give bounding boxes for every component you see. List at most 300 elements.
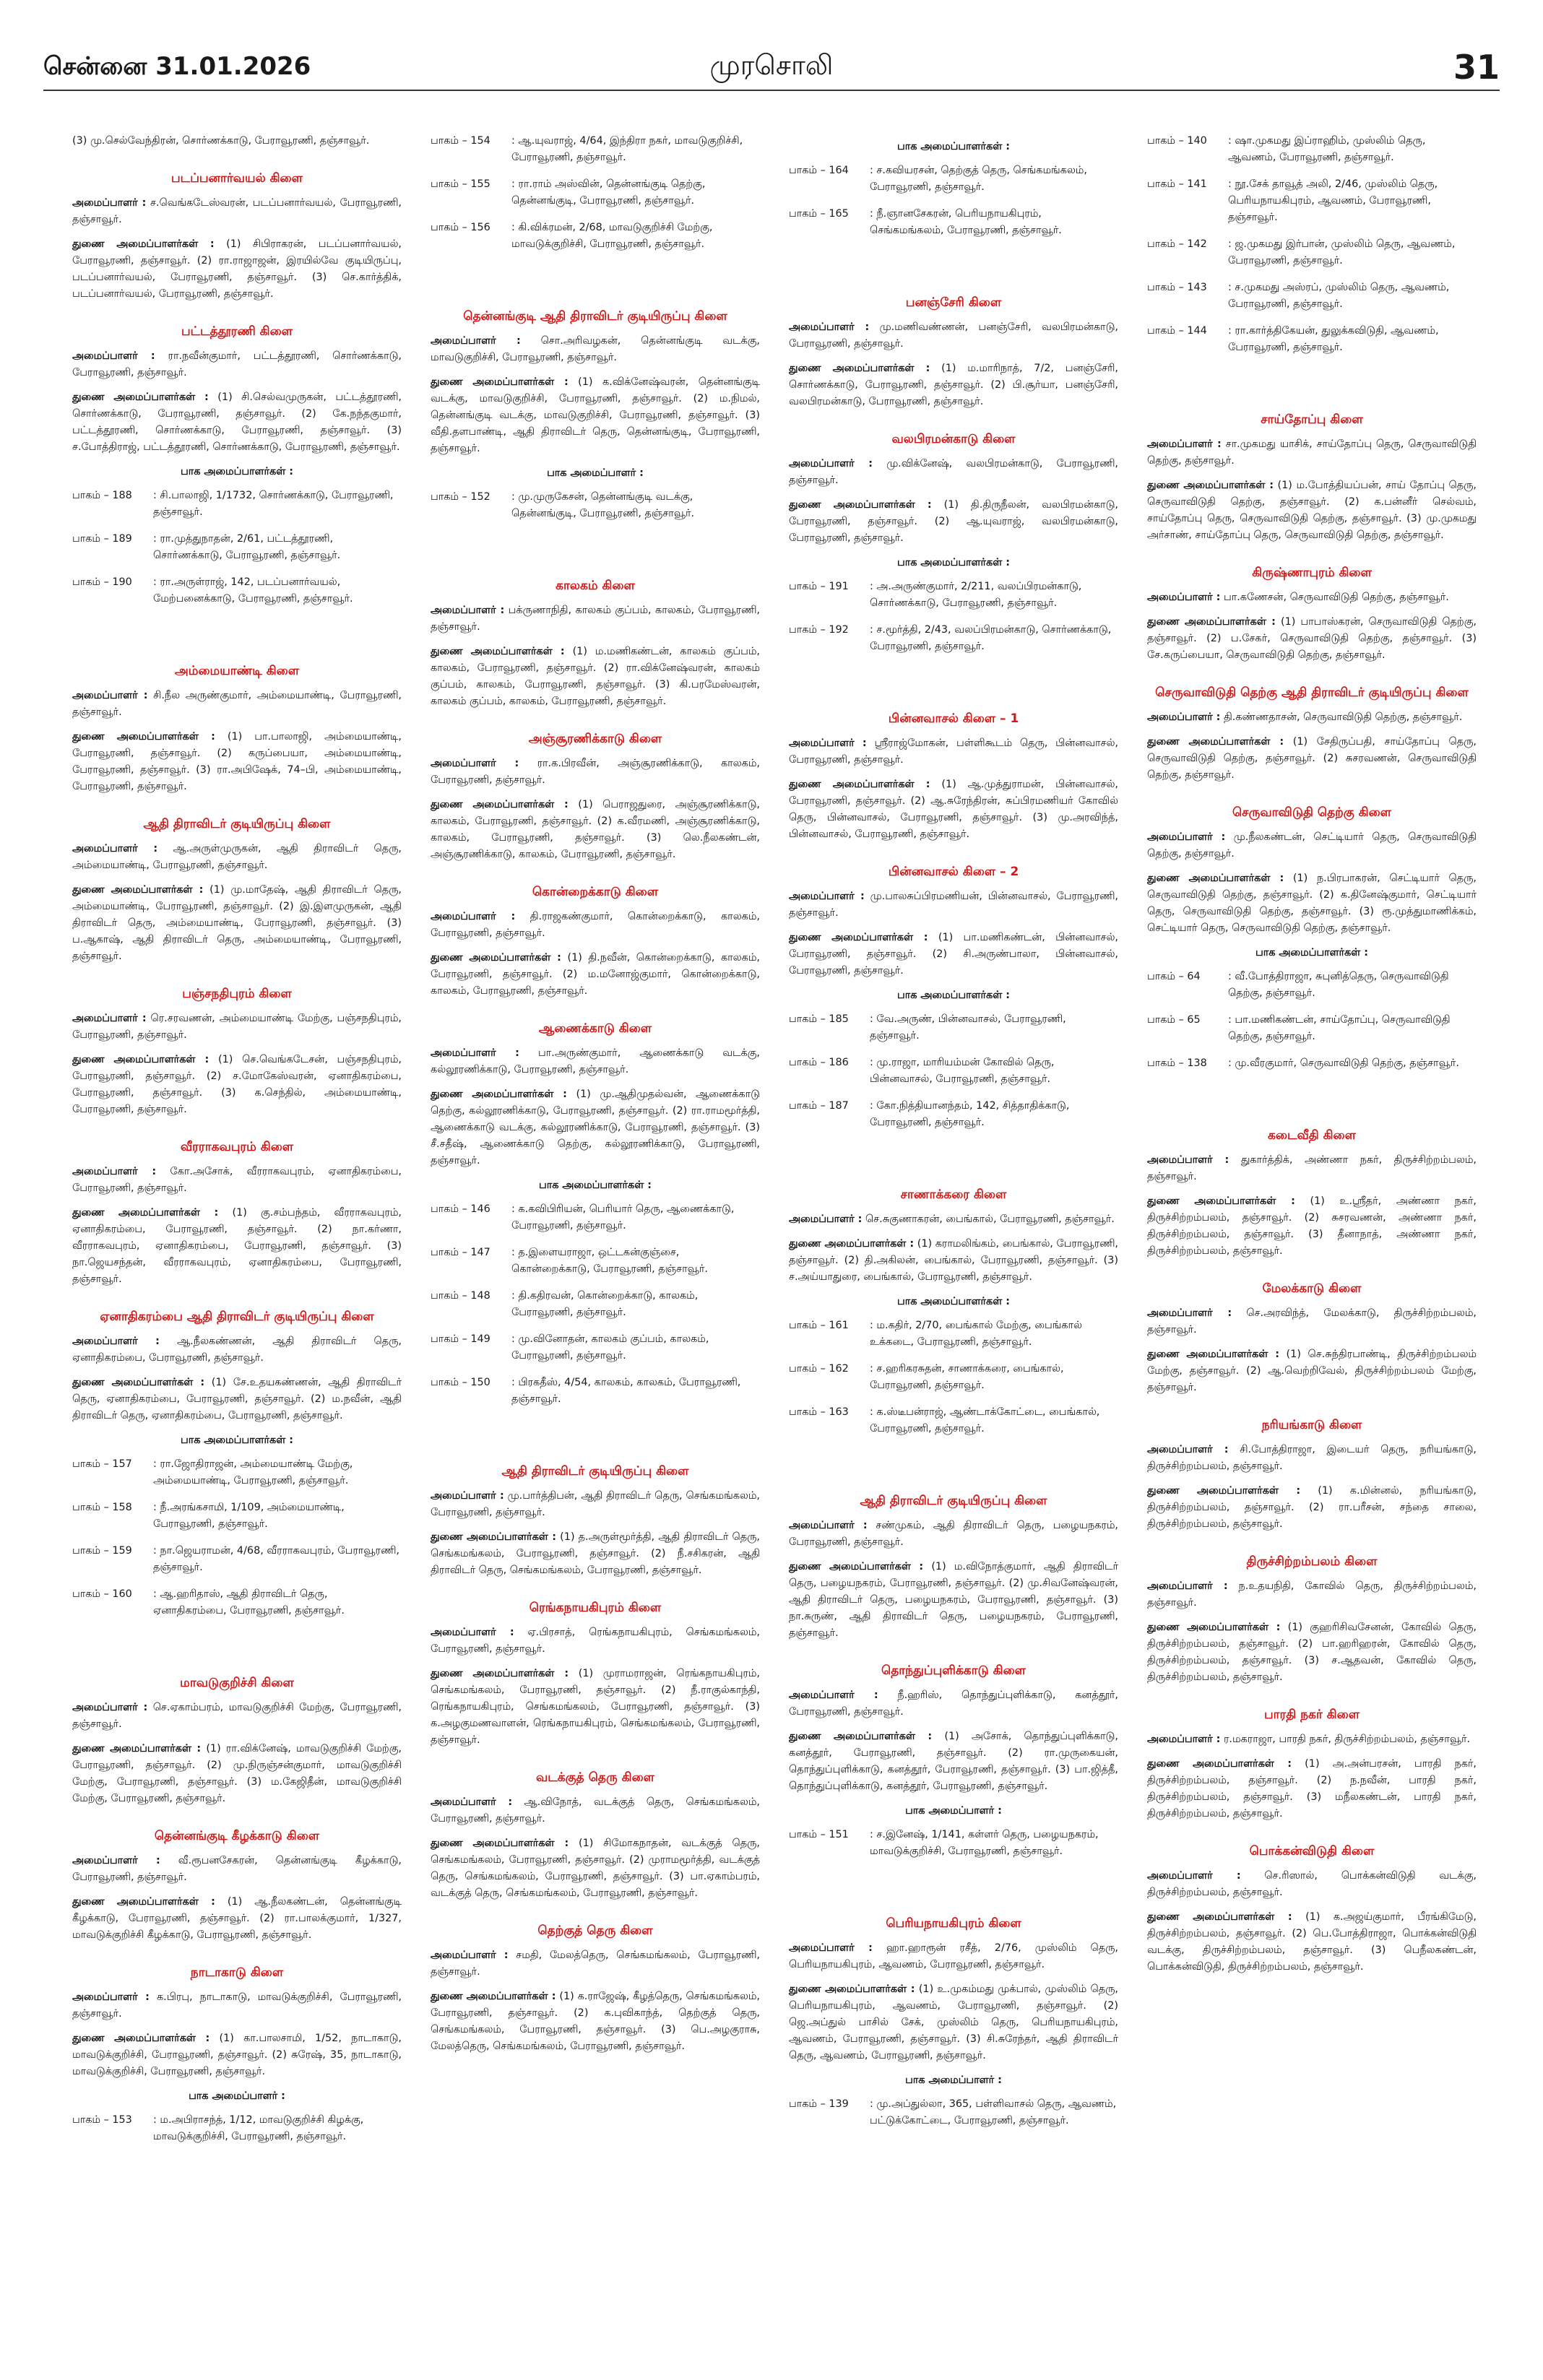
- section-gap: [789, 1448, 1118, 1472]
- section-gap: [789, 249, 1118, 274]
- subsection-label: பாக அமைப்பாளர்கள் :: [896, 990, 1011, 1001]
- member-entry: [1147, 1193, 1477, 1260]
- role-label: அமைப்பாளர் :: [431, 1950, 509, 1961]
- member-entry: [72, 133, 402, 150]
- member-text: (1) அ.அன்பரசன், பாரதி நகர், திருச்சிற்றம்பலம், தஞ்சாவூர். (2) ந.நவீன், பாரதி நகர், திருச்சிற்றம்பலம், தஞ்சாவூர். (3) மநீலகண்டன், பாரதி நகர், திருச்சிற்றம்பலம், தஞ்சாவூர்.: [1147, 1758, 1477, 1819]
- booth-member: : ஆ.ஹரிதாஸ், ஆதி திராவிடர் தெரு, ஏனாதிகரம்பை, பேராவூரணி, தஞ்சாவூர்.: [153, 1588, 345, 1617]
- booth-member: : ஷா.முகமது இப்ராஹிம், முஸ்லிம் தெரு, ஆவணம், பேராவூரணி, தஞ்சாவூர்.: [1228, 135, 1426, 163]
- member-entry: [431, 644, 760, 710]
- branch-heading: பாரதி நகர் கிளை: [1263, 1708, 1360, 1722]
- booth-member: : மு.முருகேசன், தென்னங்குடி வடக்கு, தென்னங்குடி, பேராவூரணி, தஞ்சாவூர்.: [511, 491, 695, 519]
- member-entry: [72, 1741, 402, 1807]
- booth-number: பாகம் – 140: [1147, 135, 1207, 147]
- booth-number: பாகம் – 164: [789, 165, 849, 176]
- role-label: அமைப்பாளர் :: [431, 335, 521, 347]
- role-label: அமைப்பாளர் :: [72, 1702, 148, 1713]
- booth-number: பாகம் – 189: [72, 533, 132, 545]
- member-text: (1) ஆ.நீலகண்டன், தென்னங்குடி கீழக்காடு, பேராவூரணி, தஞ்சாவூர். (2) ரா.பாலக்குமார், 1/327, மாவடுக்குறிச்சி கீழக்காடு, பேராவூரணி, தஞ்சாவூர்.: [72, 1896, 402, 1941]
- branch-heading: படப்பனார்வயல் கிளை: [171, 171, 303, 186]
- role-label: அமைப்பாளர் :: [72, 197, 147, 209]
- member-text: ஸ்ரீராஜ்மோகன், பள்ளிகூடம் தெரு, பின்னவாசல், பேராவூரணி, தஞ்சாவூர்.: [789, 737, 1118, 766]
- booth-member: : ச.கவியரசன், தெற்குத் தெரு, செங்கமங்கலம், பேராவூரணி, தஞ்சாவூர்.: [870, 165, 1087, 193]
- booth-number: பாகம் – 162: [789, 1363, 849, 1375]
- column-3: [789, 133, 1118, 2343]
- role-label: துணை அமைப்பாளர்கள் :: [789, 1731, 933, 1742]
- role-label: துணை அமைப்பாளர்கள் :: [72, 1207, 219, 1219]
- role-label: துணை அமைப்பாளர்கள் :: [1147, 873, 1284, 884]
- booth-number: பாகம் – 143: [1147, 282, 1207, 293]
- booth-number: பாகம் – 191: [789, 581, 849, 592]
- member-text: (1) பெராஜதுரை, அஞ்சூரணிக்காடு, காலகம், பேராவூரணி, தஞ்சாவூர். (2) க.வீரமணி, அஞ்சூரணிக்காடு, காலகம், பேராவூரணி, தஞ்சாவூர். (3) லெ.நீலகண்டன், அஞ்சூரணிக்காடு, காலகம், பேராவூரணி, தஞ்சாவூர்.: [431, 799, 760, 860]
- branch-heading: ஆதி திராவிடர் குடியிருப்பு கிளை: [143, 817, 331, 831]
- member-text: (1) சிபிராகரன், படப்பனார்வயல், பேராவூரணி, தஞ்சாவூர். (2) ரா.ராஜாஜன், இரயில்வே குடியிருப்பு, படப்பனார்வயல், பேராவூரணி, தஞ்சாவூர். (3) செ.கார்த்திக், படப்பனார்வயல், பேராவூரணி, தஞ்சாவூர்.: [72, 238, 402, 300]
- booth-member: : ச.முகமது அஸ்ரப், முஸ்லிம் தெரு, ஆவணம், பேராவூரணி, தஞ்சாவூர்.: [1228, 282, 1450, 310]
- member-entry: [72, 348, 402, 381]
- member-entry: [1147, 1619, 1477, 1686]
- role-label: துணை அமைப்பாளர்கள் :: [72, 2033, 210, 2044]
- member-entry: [789, 1559, 1118, 1642]
- booth-entry: [72, 1543, 402, 1576]
- booth-member: : மு.வினோதன், காலகம் குப்பம், காலகம், பேராவூரணி, தஞ்சாவூர்.: [511, 1333, 709, 1362]
- branch-heading: வீரராகவபுரம் கிளை: [180, 1140, 294, 1154]
- booth-member: : க.கவிபிரியன், பெரியார் தெரு, ஆணைக்காடு, பேராவூரணி, தஞ்சாவூர்.: [511, 1203, 735, 1232]
- branch-heading: தெற்குத் தெரு கிளை: [537, 1924, 653, 1938]
- member-text: (1) அசோக், தொந்துப்புளிக்காடு, கனத்தூர், பேராவூரணி, தஞ்சாவூர். (2) ரா.முருகையன், தொந்துப்புளிக்காடு, கனத்தூர், பேராவூரணி, தஞ்சாவூர். (3) பா.ஜித்தீ, தொந்துப்புளிக்காடு, கனத்தூர், பேராவூரணி, தஞ்சாவூர்.: [789, 1731, 1118, 1792]
- branch-heading: காலகம் கிளை: [556, 579, 635, 593]
- member-entry: [431, 1989, 760, 2055]
- booth-entry: [789, 1055, 1118, 1088]
- role-label: துணை அமைப்பாளர்கள் :: [72, 391, 209, 403]
- section-gap: [1147, 366, 1477, 391]
- booth-entry: [1147, 1012, 1477, 1045]
- member-text: (1) சி.செல்வமுருகன், பட்டத்தூரணி, சொர்ணக்காடு, பேராவூரணி, தஞ்சாவூர். (2) கே.நந்தகுமார், பட்டத்தூரணி, சொர்ணக்காடு, பேராவூரணி, தஞ்சாவூர். (3) ச.போத்திராஜ், பட்டத்தூரணி, சொர்ணக்காடு, பேராவூரணி, தஞ்சாவூர்.: [72, 391, 402, 453]
- member-text: மு.பார்த்திபன், ஆதி திராவிடர் தெரு, செங்கமங்கலம், பேராவூரணி, தஞ்சாவூர்.: [431, 1490, 760, 1518]
- role-label: அமைப்பாளர் :: [431, 1047, 519, 1059]
- booth-member: : ச.இனேஷ், 1/141, கள்ளர் தெரு, பழையநகரம், மாவடுக்குறிச்சி, பேராவூரணி, தஞ்சாவூர்.: [870, 1829, 1099, 1857]
- booth-entry: [789, 1827, 1118, 1860]
- member-text: ஹா.ஹாரூன் ரசீத், 2/76, முஸ்லிம் தெரு, பெரியநாயகிபுரம், ஆவணம், பேராவூரணி, தஞ்சாவூர்.: [789, 1942, 1118, 1970]
- member-text: (1) பா.பாலாஜி, அம்மையாண்டி, பேராவூரணி, தஞ்சாவூர். (2) கருப்பையா, அம்மையாண்டி, பேராவூரணி, தஞ்சாவூர். (3) ரா.அபிஷேக், 74–பி, அம்மையாண்டி, பேராவூரணி, தஞ்சாவூர்.: [72, 731, 402, 792]
- branch-heading: ஆதி திராவிடர் குடியிருப்பு கிளை: [501, 1464, 689, 1479]
- member-entry: [1147, 1305, 1477, 1338]
- booth-member: : ரா.அருள்ராஜ், 142, படப்பனார்வயல், மேற்பனைக்காடு, பேராவூரணி, தஞ்சாவூர்.: [153, 576, 353, 605]
- booth-number: பாகம் – 154: [431, 135, 490, 147]
- role-label: அமைப்பாளர் :: [789, 737, 867, 749]
- booth-member: : நா.ஜெயராமன், 4/68, வீரராகவபுரம், பேராவூரணி, தஞ்சாவூர்.: [153, 1545, 399, 1573]
- member-entry: [431, 374, 760, 457]
- branch-heading: சாணாக்கரை கிளை: [900, 1187, 1007, 1202]
- member-entry: [72, 1853, 402, 1886]
- member-text: (1) ம.மணிகண்டன், காலகம் குப்பம், காலகம், பேராவூரணி, தஞ்சாவூர். (2) ரா.விக்னேஷ்வரன், காலகம் குப்பம், காலகம், பேராவூரணி, தஞ்சாவூர். (3) கி.பரமேஸ்வரன், காலகம் குப்பம், காலகம், பேராவூரணி, தஞ்சாவூர்.: [431, 646, 760, 707]
- booth-number: பாகம் – 161: [789, 1320, 849, 1331]
- booth-entry: [431, 489, 760, 522]
- member-text: செ.ஏகாம்பரம், மாவடுகுறிச்சி மேற்கு, பேராவூரணி, தஞ்சாவூர்.: [72, 1702, 402, 1730]
- member-entry: [72, 2030, 402, 2080]
- member-entry: [1147, 477, 1477, 544]
- role-label: அமைப்பாளர் :: [789, 1213, 863, 1225]
- member-entry: [789, 319, 1118, 352]
- member-entry: [72, 1052, 402, 1118]
- booth-number: பாகம் – 142: [1147, 238, 1207, 250]
- section-gap: [72, 618, 402, 642]
- member-text: ர.மகராஜா, பாரதி நகர், திருச்சிற்றம்பலம், தஞ்சாவூர்.: [1223, 1734, 1471, 1745]
- masthead: [43, 46, 1500, 91]
- booth-entry: [431, 1201, 760, 1234]
- booth-member: : கோ.நித்தியானந்தம், 142, சித்தாதிக்காடு, பேராவூரணி, தஞ்சாவூர்.: [870, 1100, 1070, 1128]
- member-text: (1) தி.திருநீலன், வலபிரமன்காடு, பேராவூரணி, தஞ்சாவூர். (2) ஆ.யுவராஜ், வலபிரமன்காடு, பேராவூரணி, தஞ்சாவூர்.: [789, 499, 1118, 544]
- member-text: (1) சேதிருப்பதி, சாய்தோப்பு தெரு, செருவாவிடுதி தெற்கு, தஞ்சாவூர். (2) சுசரவணன், செருவாவிடுதி தெற்கு, தஞ்சாவூர்.: [1147, 736, 1477, 781]
- member-text: (1) சே.உதயகண்ணன், ஆதி திராவிடர் தெரு, ஏனாதிகரம்பை, பேராவூரணி, தஞ்சாவூர். (2) ம.நவீன், ஆதி திராவிடர் தெரு, ஏனாதிகரம்பை, பேராவூரணி, தஞ்சாவூர்.: [72, 1377, 402, 1421]
- member-entry: [72, 841, 402, 874]
- member-text: (1) க.அஜய்குமார், பீரங்கிமேடு, திருச்சிற்றம்பலம், தஞ்சாவூர். (2) பெ.போத்திராஜா, பொக்கன்விடுதி வடக்கு, திருச்சிற்றம்பலம், தஞ்சாவூர். (3) பெநீலகண்டன், பொக்கன்விடுதி, திருச்சிற்றம்பலம், தஞ்சாவூர்.: [1147, 1911, 1477, 1973]
- newspaper-name: முரசொலி: [709, 49, 834, 81]
- role-label: துணை அமைப்பாளர்கள் :: [789, 499, 932, 511]
- role-label: அமைப்பாளர் :: [789, 1520, 868, 1531]
- member-text: மு.மணிவண்ணன், பனஞ்சேரி, வலபிரமன்காடு, பேராவூரணி, தஞ்சாவூர்.: [789, 321, 1118, 350]
- section-gap: [72, 1630, 402, 1654]
- role-label: அமைப்பாளர் :: [1147, 1580, 1228, 1592]
- booth-number: பாகம் – 146: [431, 1203, 490, 1215]
- member-entry: [431, 1086, 760, 1169]
- role-label: துணை அமைப்பாளர்கள் :: [1147, 480, 1274, 491]
- member-text: ஆ.நீலகண்ணன், ஆதி திராவிடர் தெரு, ஏனாதிகரம்பை, பேராவூரணி, தஞ்சாவூர்.: [72, 1336, 402, 1364]
- booth-entry: [1147, 323, 1477, 356]
- member-text: செ.அரவிந்த், மேலக்காடு, திருச்சிற்றம்பலம், தஞ்சாவூர்.: [1147, 1307, 1477, 1336]
- booth-entry: [789, 206, 1118, 239]
- role-label: அமைப்பாளர் :: [72, 1166, 157, 1177]
- member-entry: [1147, 734, 1477, 784]
- member-entry: [1147, 589, 1477, 606]
- member-text: வீ.ரூபனசேகரன், தென்னங்குடி கீழக்காடு, பேராவூரணி, தஞ்சாவூர்.: [72, 1855, 402, 1883]
- member-text: சமதி, மேலத்தெரு, செங்கமங்கலம், பேராவூரணி, தஞ்சாவூர்.: [431, 1950, 760, 1978]
- branch-heading: வலபிரமன்காடு கிளை: [891, 432, 1016, 446]
- member-text: துகார்த்திக், அண்ணா நகர், திருச்சிற்றம்பலம், தஞ்சாவூர்.: [1147, 1154, 1477, 1182]
- booth-member: : ரா.முத்துநாதன், 2/61, பட்டத்தூரணி, சொர்ணக்காடு, பேராவூரணி, தஞ்சாவூர்.: [153, 533, 341, 561]
- branch-heading: அம்மையாண்டி கிளை: [174, 664, 300, 678]
- role-label: துணை அமைப்பாளர்கள் :: [789, 1238, 915, 1250]
- booth-number: பாகம் – 153: [72, 2114, 132, 2126]
- role-label: துணை அமைப்பாளர்கள் :: [431, 952, 561, 964]
- role-label: துணை அமைப்பாளர்கள் :: [1147, 1911, 1292, 1923]
- member-text: தி.கண்ணதாசன், செருவாவிடுதி தெற்கு, தஞ்சாவூர்.: [1223, 711, 1463, 723]
- role-label: அமைப்பாளர் :: [431, 911, 516, 922]
- booth-member: : ரா.ராம் அஸ்வின், தென்னங்குடி தெற்கு, தென்னங்குடி, பேராவூரணி, தஞ்சாவூர்.: [511, 178, 706, 207]
- role-label: அமைப்பாளர் :: [1147, 711, 1221, 723]
- member-text: (1) தி.நவீன், கொன்றைக்காடு, காலகம், பேராவூரணி, தஞ்சாவூர். (2) ம.மனோஜ்குமார், கொன்றைக்காடு, காலகம், பேராவூரணி, தஞ்சாவூர்.: [431, 952, 760, 997]
- booth-member: : ஜ.முகமது இர்பான், முஸ்லிம் தெரு, ஆவணம், பேராவூரணி, தஞ்சாவூர்.: [1228, 238, 1456, 267]
- role-label: துணை அமைப்பாளர்கள் :: [431, 1531, 557, 1543]
- member-entry: [72, 1164, 402, 1197]
- member-text: ந.உதயநிதி, கோவில் தெரு, திருச்சிற்றம்பலம், தஞ்சாவூர்.: [1147, 1580, 1477, 1609]
- member-text: செ.சுகுணாகரன், பைங்கால், பேராவூரணி, தஞ்சாவூர்.: [865, 1213, 1115, 1225]
- branch-heading: பின்னவாசல் கிளை – 1: [888, 711, 1019, 726]
- branch-heading: பஞ்சநதிபுரம் கிளை: [182, 987, 292, 1001]
- role-label: துணை அமைப்பாளர்கள் :: [1147, 1349, 1279, 1360]
- member-entry: [789, 930, 1118, 979]
- booth-number: பாகம் – 156: [431, 222, 490, 233]
- booth-number: பாகம் – 151: [789, 1829, 849, 1840]
- branch-heading: திருச்சிற்றம்பலம் கிளை: [1246, 1554, 1378, 1569]
- role-label: துணை அமைப்பாளர்கள் :: [72, 884, 204, 896]
- booth-number: பாகம் – 144: [1147, 325, 1207, 337]
- role-label: அமைப்பாளர் :: [431, 1490, 504, 1502]
- branch-heading: பட்டத்தூரணி கிளை: [181, 324, 293, 339]
- member-text: சொ.அரிவழகன், தென்னங்குடி வடக்கு, மாவடுகுறிச்சி, பேராவூரணி, தஞ்சாவூர்.: [431, 335, 760, 363]
- member-text: (1) உ.முகம்மது முக்பால், முஸ்லிம் தெரு, பெரியநாயகிபுரம், ஆவணம், பேராவூரணி, தஞ்சாவூர். (2) ஜெ.அப்துல் பாசில் சேக், முஸ்லிம் தெரு, பெரியநாயகிபுரம், ஆவணம், பேராவூரணி, தஞ்சாவூர். (3) சி.சுரேந்தர், ஆதி திராவிடர் தெரு, ஆவணம், பேராவூரணி, தஞ்சாவூர்.: [789, 1983, 1118, 2061]
- booth-number: பாகம் – 190: [72, 576, 132, 588]
- booth-number: பாகம் – 165: [789, 208, 849, 220]
- subsection-label: பாக அமைப்பாளர்கள் :: [896, 141, 1011, 152]
- member-text: (1) உ.ஸ்ரீதர், அண்ணா நகர், திருச்சிற்றம்பலம், தஞ்சாவூர். (2) சுசரவணன், அண்ணா நகர், திருச்சிற்றம்பலம், தஞ்சாவூர். (3) தீனாநாத், அண்ணா நகர், திருச்சிற்றம்பலம், தஞ்சாவூர்.: [1147, 1195, 1477, 1257]
- booth-entry: [1147, 280, 1477, 313]
- member-entry: [1147, 614, 1477, 664]
- member-entry: [72, 1011, 402, 1044]
- subsection-label: பாக அமைப்பாளர்கள் :: [896, 557, 1011, 568]
- member-text: ரெ.சரவணன், அம்மையாண்டி மேற்கு, பஞ்சநதிபுரம், பேராவூரணி, தஞ்சாவூர்.: [72, 1013, 402, 1041]
- subsection-label: பாக அமைப்பாளர் :: [905, 1805, 1002, 1817]
- booth-entry: [789, 1011, 1118, 1044]
- booth-entry: [1147, 236, 1477, 269]
- booth-member: : ம.கதிர், 2/70, பைங்கால் மேற்கு, பைங்கால் உக்கடை, பேராவூரணி, தஞ்சாவூர்.: [870, 1320, 1082, 1348]
- booth-entry: [789, 1404, 1118, 1437]
- role-label: துணை அமைப்பாளர்கள் :: [431, 646, 565, 657]
- member-text: ரா.க.பிரவீன், அஞ்சூரணிக்காடு, காலகம், பேராவூரணி, தஞ்சாவூர்.: [431, 758, 760, 786]
- member-entry: [1147, 1152, 1477, 1185]
- role-label: அமைப்பாளர் :: [431, 1796, 513, 1808]
- branch-heading: பின்னவாசல் கிளை – 2: [888, 865, 1019, 879]
- member-entry: [431, 1529, 760, 1579]
- section-gap: [789, 665, 1118, 690]
- column-4: [1147, 133, 1477, 2343]
- booth-number: பாகம் – 141: [1147, 178, 1207, 190]
- role-label: துணை அமைப்பாளர்கள் :: [1147, 1485, 1301, 1497]
- booth-number: பாகம் – 187: [789, 1100, 849, 1112]
- booth-entry: [431, 133, 760, 166]
- branch-heading: பெரியநாயகிபுரம் கிளை: [886, 1916, 1021, 1931]
- booth-number: பாகம் – 160: [72, 1588, 132, 1600]
- member-text: கோ.அசோக், வீரராகவபுரம், ஏனாதிகரம்பை, பேராவூரணி, தஞ்சாவூர்.: [72, 1166, 402, 1194]
- branch-heading: பொக்கன்விடுதி கிளை: [1249, 1844, 1375, 1858]
- member-entry: [431, 1045, 760, 1078]
- member-text: (1) முராமராஜன், ரெங்கநாயகிபுரம், செங்கமங்கலம், பேராவூரணி, தஞ்சாவூர். (2) நீ.ராகுல்காந்தி, ரெங்கநாயகிபுரம், செங்கமங்கலம், பேராவூரணி, தஞ்சாவூர். (3) க.அழகுமணவாளன், ரெங்கநாயகிபுரம், செங்கமங்கலம், பேராவூரணி, தஞ்சாவூர்.: [431, 1668, 760, 1746]
- role-label: அமைப்பாளர் :: [789, 891, 865, 902]
- booth-member: : வீ.போத்திராஜா, சுபுனித்தெரு, செருவாவிடுதி தெற்கு, தஞ்சாவூர்.: [1228, 971, 1449, 999]
- member-text: ஏ.பிரசாத், ரெங்கநாயகிபுரம், செங்கமங்கலம், பேராவூரணி, தஞ்சாவூர்.: [431, 1627, 760, 1655]
- booth-entry: [72, 531, 402, 564]
- member-entry: [431, 1488, 760, 1521]
- member-entry: [789, 1981, 1118, 2064]
- booth-member: : வே.அருண், பின்னவாசல், பேராவூரணி, தஞ்சாவூர்.: [870, 1013, 1066, 1042]
- member-entry: [72, 688, 402, 721]
- booth-member: : தி.கதிரவன், கொன்றைக்காடு, காலகம், பேராவூரணி, தஞ்சாவூர்.: [511, 1290, 699, 1318]
- role-label: அமைப்பாளர் :: [431, 1627, 514, 1638]
- booth-number: பாகம் – 159: [72, 1545, 132, 1557]
- member-entry: [789, 1728, 1118, 1795]
- member-text: (1) பாபாஸ்கரன், செருவாவிடுதி தெற்கு, தஞ்சாவூர். (2) ப.சேகர், செருவாவிடுதி தெற்கு, தஞ்சாவூர். (3) சே.கருப்பையா, செருவாவிடுதி தெற்கு, தஞ்சாவூர்.: [1147, 616, 1477, 661]
- edition-date: சென்னை 31.01.2026: [43, 52, 311, 81]
- branch-heading: தொந்துப்புளிக்காடு கிளை: [881, 1663, 1026, 1678]
- member-text: (1) மு.ஆதிமுதல்வன், ஆணைக்காடு தெற்கு, கல்லூரணிக்காடு, பேராவூரணி, தஞ்சாவூர். (2) ரா.ராமமூர்த்தி, ஆணைக்காடு வடக்கு, கல்லூரணிக்காடு, பேராவூரணி, தஞ்சாவூர். (3) சீ.சதீஷ், ஆணைக்காடு தெற்கு, கல்லூரணிக்காடு, பேராவூரணி, தஞ்சாவூர்.: [431, 1089, 760, 1167]
- booth-entry: [1147, 133, 1477, 166]
- member-text: (1) சிமோகநாதன், வடக்குத் தெரு, செங்கமங்கலம், பேராவூரணி, தஞ்சாவூர். (2) முராமமூர்த்தி, வடக்குத் தெரு, செங்கமங்கலம், பேராவூரணி, தஞ்சாவூர். (3) பா.ஏகாம்பரம், வடக்குத் தெரு, செங்கமங்கலம், பேராவூரணி, தஞ்சாவூர்.: [431, 1838, 760, 1899]
- member-entry: [789, 735, 1118, 769]
- member-text: (1) ம.விநோத்குமார், ஆதி திராவிடர் தெரு, பழையநகரம், பேராவூரணி, தஞ்சாவூர். (2) மு.சிவனேஷ்வரன், ஆதி திராவிடர் தெரு, பழையநகரம், பேராவூரணி, தஞ்சாவூர். (3) நா.சுருண், ஆதி திராவிடர் தெரு, பழையநகரம், பேராவூரணி, தஞ்சாவூர்.: [789, 1561, 1118, 1639]
- role-label: துணை அமைப்பாளர்கள் :: [1147, 1758, 1292, 1770]
- member-entry: [1147, 829, 1477, 862]
- role-label: அமைப்பாளர் :: [789, 1942, 873, 1954]
- member-entry: [1147, 1731, 1477, 1748]
- branch-heading: ஏனாதிகரம்பை ஆதி திராவிடர் குடியிருப்பு கிளை: [100, 1310, 374, 1324]
- booth-member: : நீ.அரங்கசாமி, 1/109, அம்மையாண்டி, பேராவூரணி, தஞ்சாவூர்.: [153, 1502, 345, 1530]
- member-entry: [789, 1940, 1118, 1973]
- booth-number: பாகம் – 188: [72, 490, 132, 501]
- branch-heading: ஆணைக்காடு கிளை: [538, 1021, 652, 1036]
- member-entry: [789, 360, 1118, 410]
- role-label: துணை அமைப்பாளர்கள் :: [789, 1983, 915, 1995]
- member-text: நீ.ஹரிஸ், தொந்துப்புளிக்காடு, கனத்தூர், பேராவூரணி, தஞ்சாவூர்.: [789, 1689, 1118, 1718]
- member-text: மு.பாலசுப்பிரமணியன், பின்னவாசல், பேராவூரணி, தஞ்சாவூர்.: [789, 891, 1118, 919]
- branch-heading: ஆதி திராவிடர் குடியிருப்பு கிளை: [860, 1494, 1047, 1508]
- booth-entry: [1147, 1055, 1477, 1072]
- member-entry: [72, 1894, 402, 1944]
- member-entry: [1147, 436, 1477, 469]
- branch-heading: தென்னங்குடி ஆதி திராவிடர் குடியிருப்பு கிளை: [463, 309, 727, 324]
- role-label: அமைப்பாளர் :: [1147, 1444, 1229, 1455]
- booth-entry: [431, 176, 760, 209]
- role-label: துணை அமைப்பாளர்கள் :: [431, 376, 569, 388]
- booth-entry: [72, 1456, 402, 1489]
- role-label: அமைப்பாளர் :: [72, 1336, 160, 1347]
- member-text: மு.நீலகண்டன், செட்டியார் தெரு, செருவாவிடுதி தெற்கு, தஞ்சாவூர்.: [1147, 831, 1477, 860]
- booth-entry: [431, 1331, 760, 1364]
- member-entry: [789, 1687, 1118, 1721]
- member-text: தி.ராஜகண்குமார், கொன்றைக்காடு, காலகம், பேராவூரணி, தஞ்சாவூர்.: [431, 911, 760, 939]
- role-label: துணை அமைப்பாளர்கள் :: [72, 1054, 209, 1065]
- member-entry: [431, 756, 760, 789]
- booth-number: பாகம் – 150: [431, 1377, 490, 1388]
- member-entry: [431, 909, 760, 942]
- member-entry: [72, 882, 402, 965]
- member-text: (1) செ.வெங்கடேசன், பஞ்சநதிபுரம், பேராவூரணி, தஞ்சாவூர். (2) ச.மோகேஸ்வரன், ஏனாதிகரம்பை, பேராவூரணி, தஞ்சாவூர். (3) க.செந்தில், அம்மையாண்டி, பேராவூரணி, தஞ்சாவூர்.: [72, 1054, 402, 1115]
- booth-member: : ரா.ஜோதிராஜன், அம்மையாண்டி மேற்கு, அம்மையாண்டி, பேராவூரணி, தஞ்சாவூர்.: [153, 1458, 353, 1487]
- booth-member: : த.இளையராஜா, ஒட்டகன்குஞ்சை, கொன்றைக்காடு, பேராவூரணி, தஞ்சாவூர்.: [511, 1247, 708, 1275]
- role-label: துணை அமைப்பாளர்கள் :: [72, 731, 215, 743]
- role-label: அமைப்பாளர் :: [789, 458, 873, 469]
- member-entry: [72, 729, 402, 795]
- column-2: [431, 133, 760, 2343]
- booth-entry: [789, 579, 1118, 612]
- member-text: ஆ.விநோத், வடக்குத் தெரு, செங்கமங்கலம், பேராவூரணி, தஞ்சாவூர்.: [431, 1796, 760, 1825]
- member-entry: [431, 950, 760, 1000]
- role-label: துணை அமைப்பாளர்கள் :: [72, 238, 215, 250]
- member-text: (1) செ.சுந்திரபாண்டி, திருச்சிற்றம்பலம் மேற்கு, தஞ்சாவூர். (2) ஆ.வெற்றிவேல், திருச்சிற்றம்பலம் மேற்கு, தஞ்சாவூர்.: [1147, 1349, 1477, 1393]
- member-entry: [1147, 1909, 1477, 1976]
- member-text: சி.நீல அருண்குமார், அம்மையாண்டி, பேராவூரணி, தஞ்சாவூர்.: [72, 690, 402, 718]
- member-entry: [1147, 1756, 1477, 1822]
- branch-heading: செருவாவிடுதி தெற்கு ஆதி திராவிடர் குடியிருப்பு கிளை: [1155, 685, 1469, 700]
- member-text: (1) க.ராஜேஷ், கீழத்தெரு, செங்கமங்கலம், பேராவூரணி, தஞ்சாவூர். (2) க.புவிகாந்த், தெற்குத் தெரு, செங்கமங்கலம், பேராவூரணி, தஞ்சாவூர். (3) பெ.அழகுராசு, மேலத்தெரு, செங்கமங்கலம், பேராவூரணி, தஞ்சாவூர்.: [431, 1991, 760, 2052]
- role-label: அமைப்பாளர் :: [1147, 438, 1222, 450]
- member-text: பா.அருண்குமார், ஆணைக்காடு வடக்கு, கல்லூரணிக்காடு, பேராவூரணி, தஞ்சாவூர்.: [431, 1047, 760, 1076]
- branch-heading: கொன்றைக்காடு கிளை: [532, 885, 659, 899]
- booth-entry: [789, 622, 1118, 655]
- member-text: (1) கராமலிங்கம், பைங்கால், பேராவூரணி, தஞ்சாவூர். (2) தி.அகிலன், பைங்கால், பேராவூரணி, தஞ்சாவூர். (3) ச.அய்யாதுரை, பைங்கால், பேராவூரணி, தஞ்சாவூர்.: [789, 1238, 1118, 1283]
- booth-member: : மு.ராஜா, மாரியம்மன் கோவில் தெரு, பின்னவாசல், பேராவூரணி, தஞ்சாவூர்.: [870, 1057, 1055, 1085]
- member-entry: [431, 797, 760, 863]
- member-text: (1) கு.சம்பந்தம், வீரராகவபுரம், ஏனாதிகரம்பை, பேராவூரணி, தஞ்சாவூர். (2) நா.கர்ணா, வீரராகவபுரம், ஏனாதிகரம்பை, பேராவூரணி, தஞ்சாவூர். (3) நா.ஜெயசந்தன், வீரராகவபுரம், ஏனாதிகரம்பை, பேராவூரணி, தஞ்சாவூர்.: [72, 1207, 402, 1285]
- member-text: (1) குஹரிசிவசேனன், கோவில் தெரு, திருச்சிற்றம்பலம், தஞ்சாவூர். (2) பா.ஹரிஹரன், கோவில் தெரு, திருச்சிற்றம்பலம், தஞ்சாவூர். (3) ச.ஆதவன், கோவில் தெரு, திருச்சிற்றம்பலம், தஞ்சாவூர்.: [1147, 1622, 1477, 1683]
- role-label: துணை அமைப்பாளர்கள் :: [72, 1743, 202, 1754]
- booth-member: : ம.அபிராசந்த், 1/12, மாவடுகுறிச்சி கிழக்கு, மாவடுக்குறிச்சி, பேராவூரணி, தஞ்சாவூர்.: [153, 2114, 364, 2142]
- role-label: துணை அமைப்பாளர்கள் :: [431, 1838, 569, 1849]
- section-gap: [431, 532, 760, 557]
- section-gap: [431, 263, 760, 287]
- booth-entry: [1147, 969, 1477, 1002]
- article-columns: [72, 133, 1477, 2343]
- member-text: ச.வெங்கடேஸ்வரன், படப்பனார்வயல், பேராவூரணி, தஞ்சாவூர்.: [72, 197, 402, 225]
- member-text: (1) கா.பாலசாமி, 1/52, நாடாகாடு, மாவடுக்குறிச்சி, பேராவூரணி, தஞ்சாவூர். (2) சுரேஷ், 35, நாடாகாடு, மாவடுக்குறிச்சி, பேராவூரணி, தஞ்சாவூர்.: [72, 2033, 402, 2077]
- member-entry: [431, 333, 760, 366]
- booth-member: : பா.மணிகண்டன், சாய்தோப்பு, செருவாவிடுதி தெற்கு, தஞ்சாவூர்.: [1228, 1014, 1451, 1042]
- booth-number: பாகம் – 139: [789, 2098, 849, 2110]
- member-text: (1) ரா.விக்னேஷ், மாவடுகுறிச்சி மேற்கு, பேராவூரணி, தஞ்சாவூர். (2) மு.நிருஞ்சன்குமார், மாவடுகுறிச்சி மேற்கு, பேராவூரணி, தஞ்சாவூர். (3) ம.கேஜிதீன், மாவடுகுறிச்சி மேற்கு, பேராவூரணி, தஞ்சாவூர்.: [72, 1743, 402, 1804]
- subsection-label: பாக அமைப்பாளர்கள் :: [538, 1180, 652, 1191]
- member-entry: [789, 888, 1118, 922]
- member-text: பக்ருணாநிதி, காலகம் குப்பம், காலகம், பேராவூரணி, தஞ்சாவூர்.: [431, 605, 760, 633]
- booth-member: : க.ஸ்டீபன்ராஜ், ஆண்டாக்கோட்டை, பைங்கால், பேராவூரணி, தஞ்சாவூர்.: [870, 1406, 1100, 1435]
- member-entry: [72, 1205, 402, 1288]
- booth-entry: [72, 574, 402, 607]
- booth-number: பாகம் – 186: [789, 1057, 849, 1068]
- member-entry: [72, 1700, 402, 1733]
- member-text: மு.விக்னேஷ், வலபிரமன்காடு, பேராவூரணி, தஞ்சாவூர்.: [789, 458, 1118, 486]
- subsection-label: பாக அமைப்பாளர்கள் :: [180, 466, 294, 477]
- booth-entry: [789, 2096, 1118, 2129]
- branch-heading: சாய்தோப்பு கிளை: [1261, 412, 1363, 427]
- role-label: அமைப்பாளர் :: [72, 350, 155, 362]
- role-label: அமைப்பாளர் :: [72, 1991, 150, 2003]
- member-entry: [431, 1624, 760, 1658]
- role-label: துணை அமைப்பாளர்கள் :: [72, 1377, 205, 1388]
- booth-number: பாகம் – 158: [72, 1502, 132, 1513]
- booth-entry: [431, 220, 760, 253]
- subsection-label: பாக அமைப்பாளர் :: [547, 467, 644, 479]
- booth-number: பாகம் – 185: [789, 1013, 849, 1025]
- booth-member: : ச.ஹரிகரசுதன், சாணாக்கரை, பைங்கால், பேராவூரணி, தஞ்சாவூர்.: [870, 1363, 1064, 1391]
- member-entry: [789, 497, 1118, 547]
- booth-number: பாகம் – 65: [1147, 1014, 1201, 1026]
- member-text: (1) பா.மணிகண்டன், பின்னவாசல், பேராவூரணி, தஞ்சாவூர். (2) சி.அருண்பாலா, பின்னவாசல், பேராவூரணி, தஞ்சாவூர்.: [789, 932, 1118, 977]
- member-text: (1) ம.போத்தியப்பன், சாய் தோப்பு தெரு, செருவாவிடுதி தெற்கு, தஞ்சாவூர். (2) க.பன்னீர் செல்வம், சாய்தோப்பு தெரு, செருவாவிடுதி தெற்கு, தஞ்சாவூர். (3) மு.முகமது அர்சாண், சாய்தோப்பு தெரு, செருவாவிடுதி தெற்கு, தஞ்சாவூர்.: [1147, 480, 1477, 541]
- member-text: செ.ரிஸால், பொக்கன்விடுதி வடக்கு, திருச்சிற்றம்பலம், தஞ்சாவூர்.: [1147, 1870, 1477, 1898]
- role-label: அமைப்பாளர் :: [789, 321, 870, 333]
- member-entry: [1147, 1442, 1477, 1475]
- member-entry: [72, 195, 402, 228]
- branch-heading: பனஞ்சேரி கிளை: [905, 295, 1002, 310]
- subsection-label: பாக அமைப்பாளர் :: [905, 2074, 1002, 2086]
- role-label: துணை அமைப்பாளர்கள் :: [1147, 616, 1276, 628]
- member-entry: [72, 389, 402, 456]
- booth-entry: [789, 1361, 1118, 1394]
- booth-entry: [789, 163, 1118, 196]
- branch-heading: கடைவீதி கிளை: [1268, 1128, 1356, 1143]
- branch-heading: மேலக்காடு கிளை: [1262, 1281, 1362, 1296]
- booth-entry: [72, 488, 402, 521]
- booth-entry: [431, 1288, 760, 1321]
- member-text: (3) மு.செல்வேந்திரன், சொர்ணக்காடு, பேராவூரணி, தஞ்சாவூர்.: [72, 135, 370, 147]
- section-gap: [789, 1870, 1118, 1895]
- role-label: அமைப்பாளர் :: [72, 1855, 160, 1866]
